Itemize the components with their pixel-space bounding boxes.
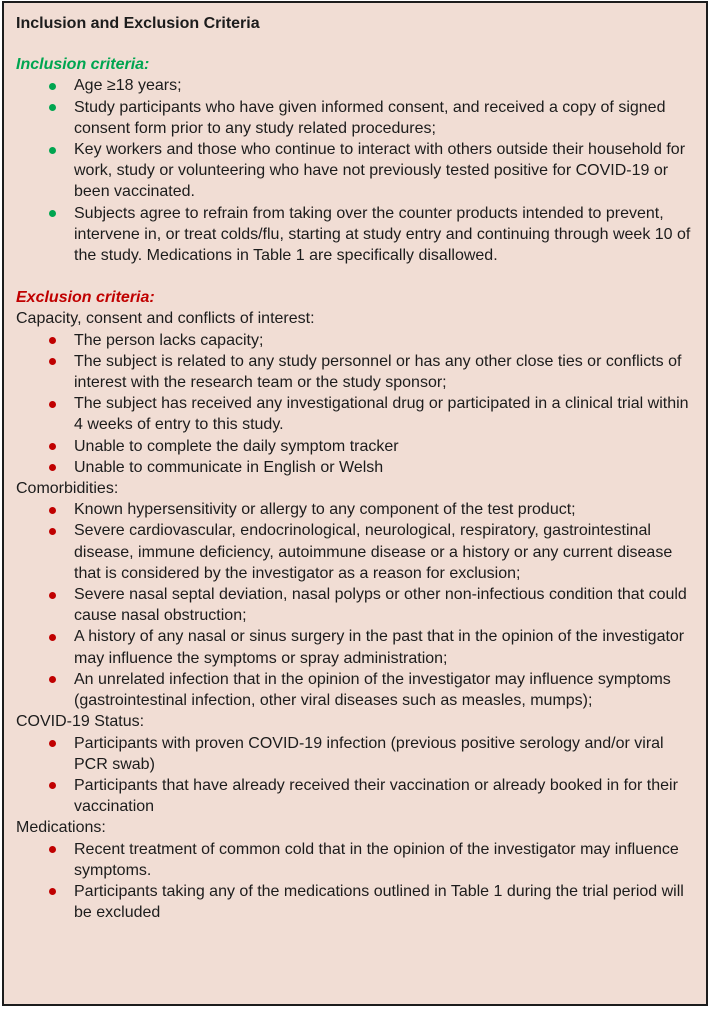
exclusion-item: The person lacks capacity; [47, 330, 692, 351]
exclusion-item: An unrelated infection that in the opinion of the investigator may influence symptoms (gastrointestinal infection, other viral diseases such as measles, mumps); [47, 669, 692, 711]
inclusion-item: Study participants who have given informed consent, and received a copy of signed consent form prior to any study related procedures; [47, 97, 692, 139]
exclusion-item: Participants with proven COVID-19 infection (previous positive serology and/or viral PCR swab) [47, 733, 692, 775]
exclusion-heading: Exclusion criteria: [16, 289, 155, 307]
inclusion-item: Age ≥18 years; [47, 75, 692, 96]
exclusion-item: Participants taking any of the medications outlined in Table 1 during the trial period will be excluded [47, 881, 692, 923]
exclusion-list-comorbidities [16, 499, 692, 711]
inclusion-item: Key workers and those who continue to interact with others outside their household for work, study or volunteering who have not previously tested positive for COVID-19 or been vaccinated. [47, 139, 692, 203]
exclusion-group-label-medications: Medications: [16, 819, 106, 837]
criteria-box [2, 1, 708, 1006]
exclusion-item: The subject is related to any study personnel or has any other close ties or conflicts of interest with the research team or the study sponsor; [47, 351, 692, 393]
exclusion-list-covid-status [16, 733, 692, 818]
exclusion-item: Unable to communicate in English or Welsh [47, 457, 692, 478]
exclusion-item: Unable to complete the daily symptom tracker [47, 436, 692, 457]
exclusion-item: A history of any nasal or sinus surgery in the past that in the opinion of the investigator may influence the symptoms or spray administration; [47, 626, 692, 668]
inclusion-heading: Inclusion criteria: [16, 56, 150, 74]
box-title: Inclusion and Exclusion Criteria [16, 15, 260, 32]
exclusion-group-label-comorbidities: Comorbidities: [16, 480, 119, 498]
exclusion-list-capacity [16, 330, 692, 478]
exclusion-item: Participants that have already received their vaccination or already booked in for their vaccination [47, 775, 692, 817]
exclusion-item: Severe nasal septal deviation, nasal polyps or other non-infectious condition that could cause nasal obstruction; [47, 584, 692, 626]
exclusion-group-label-covid-status: COVID-19 Status: [16, 713, 145, 731]
inclusion-item: Subjects agree to refrain from taking over the counter products intended to prevent, intervene in, or treat colds/flu, starting at study entry and continuing through week 10 of the study. Medications in Table 1 are specifically disallowed. [47, 203, 692, 267]
exclusion-group-label-capacity: Capacity, consent and conflicts of interest: [16, 310, 315, 328]
inclusion-list [16, 75, 692, 266]
exclusion-item: Recent treatment of common cold that in the opinion of the investigator may influence symptoms. [47, 839, 692, 881]
exclusion-item: The subject has received any investigational drug or participated in a clinical trial within 4 weeks of entry to this study. [47, 393, 692, 435]
exclusion-list-medications [16, 839, 692, 924]
exclusion-item: Known hypersensitivity or allergy to any component of the test product; [47, 499, 692, 520]
exclusion-item: Severe cardiovascular, endocrinological, neurological, respiratory, gastrointestinal disease, immune deficiency, autoimmune disease or a history or any current disease that is considered by the investigator as a reason for exclusion; [47, 520, 692, 584]
